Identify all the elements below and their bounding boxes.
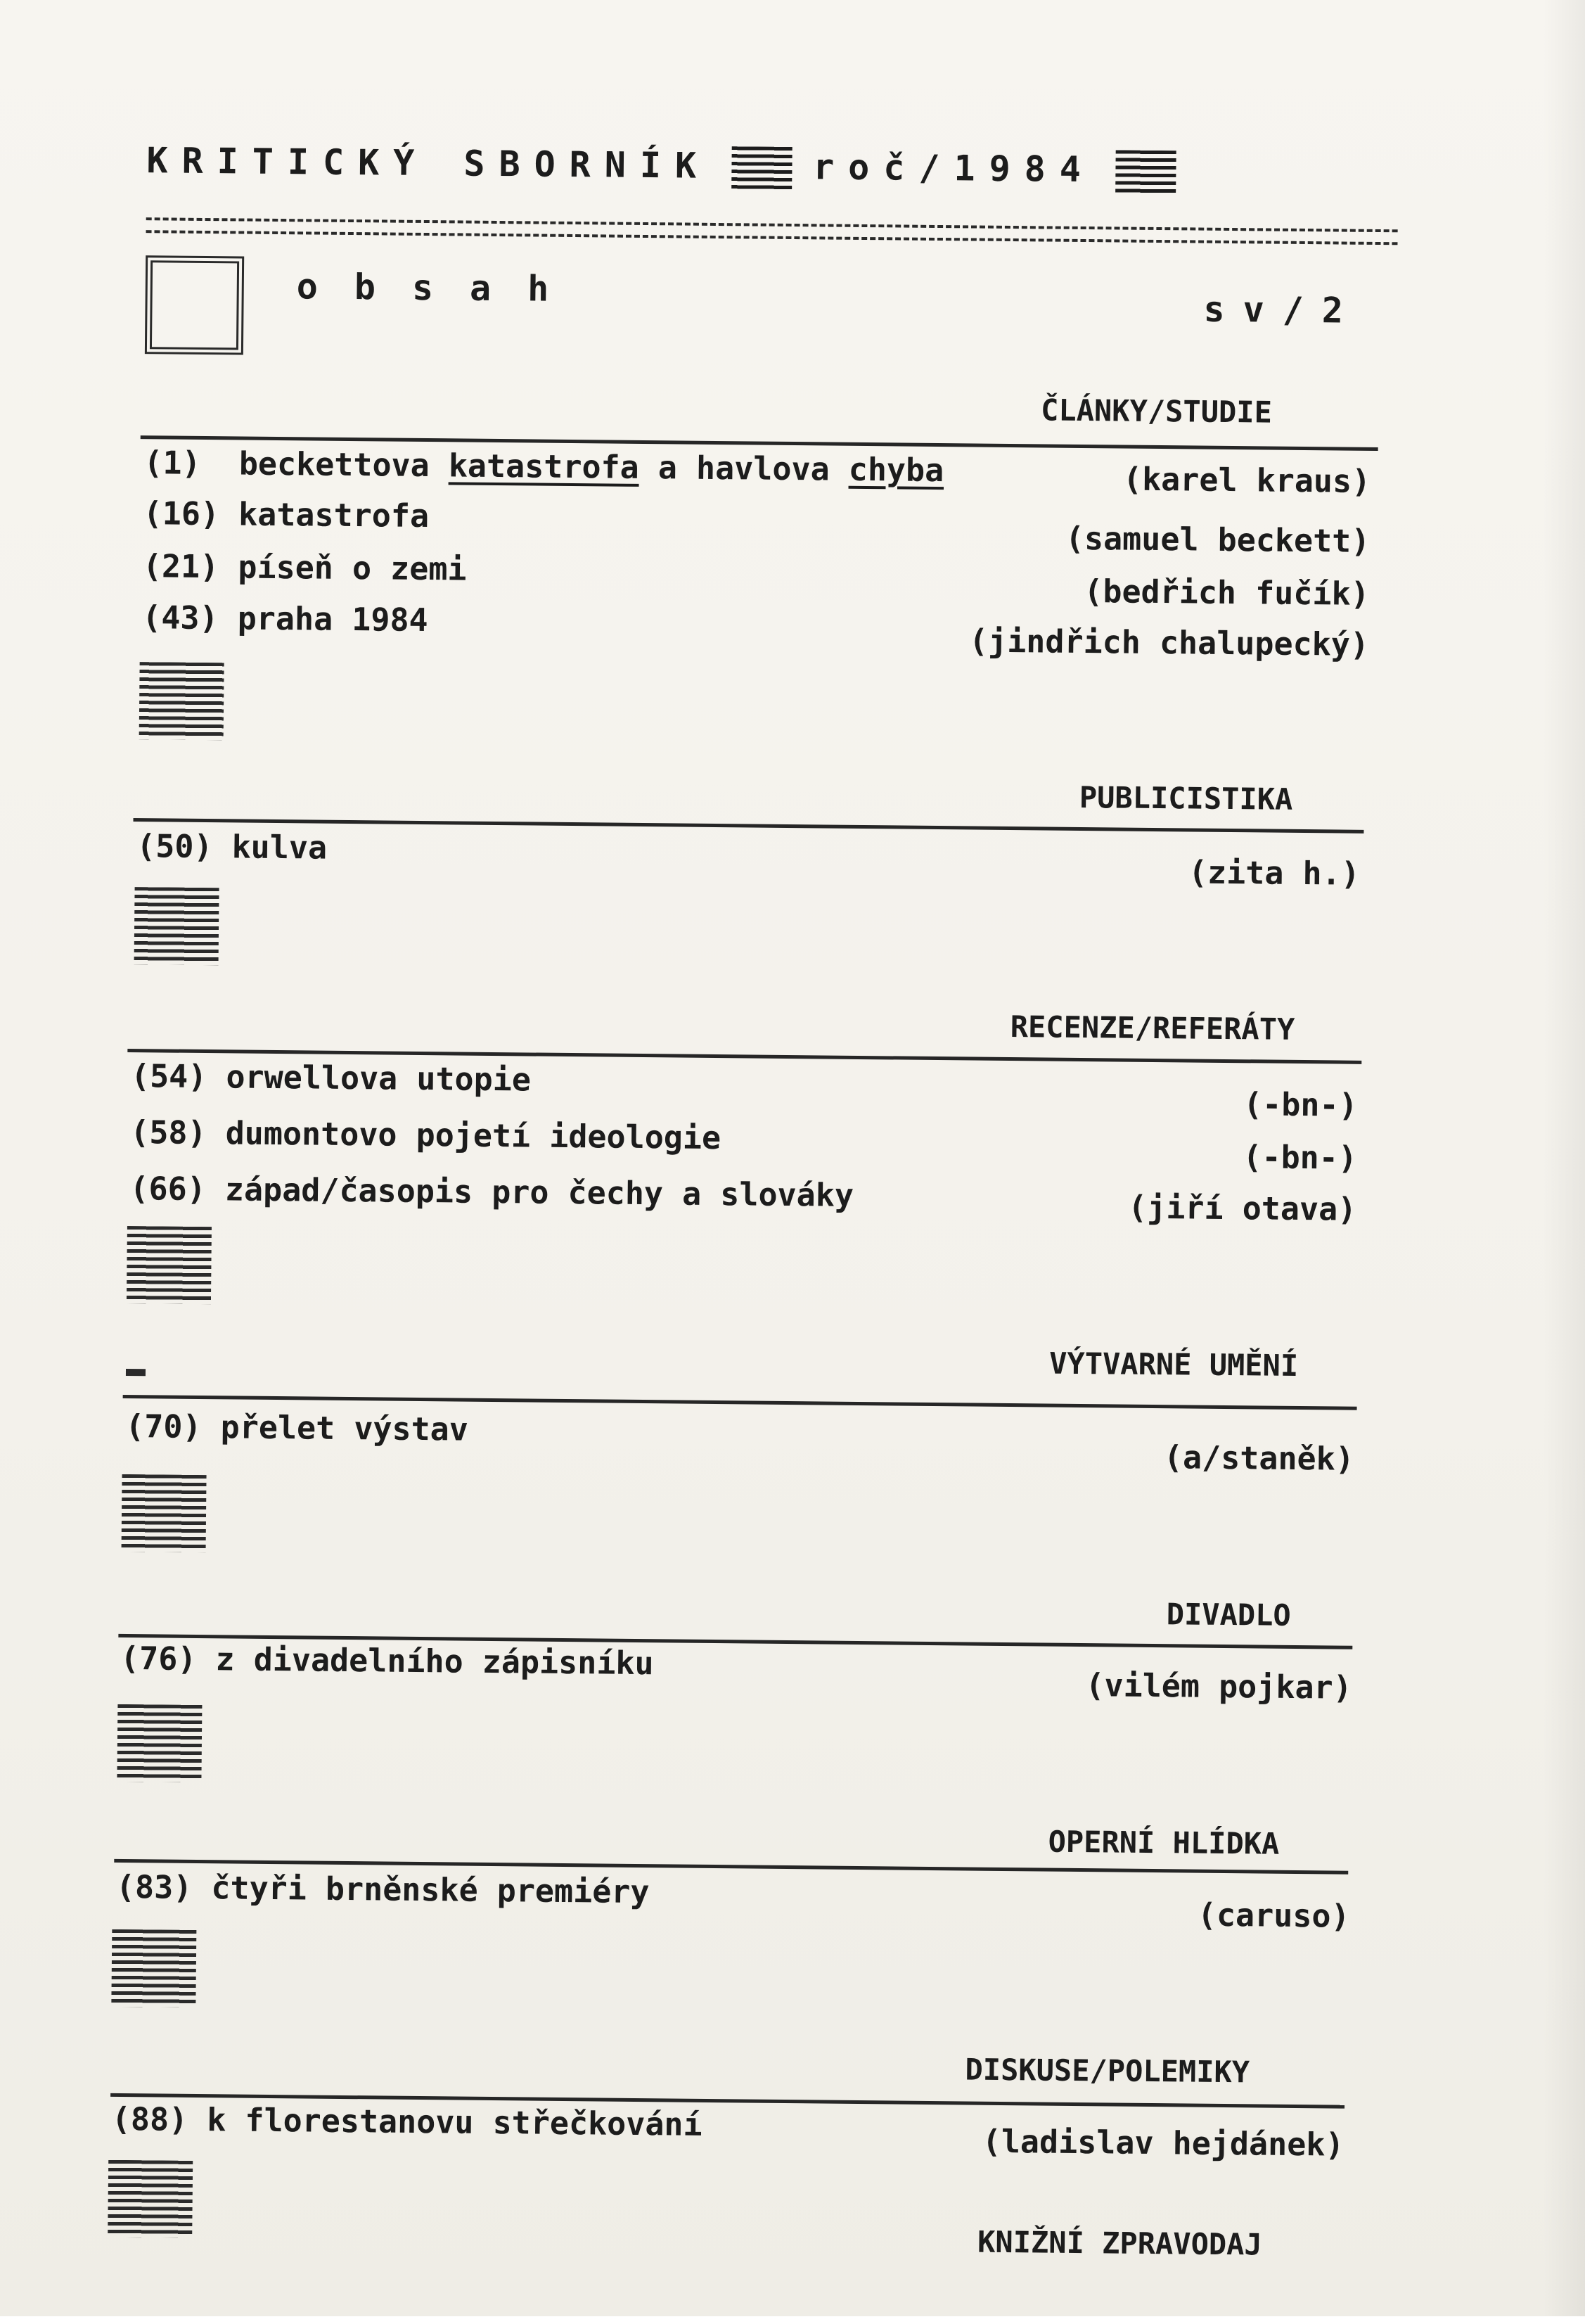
section-title: RECENZE/REFERÁTY (1010, 1009, 1295, 1047)
entry-page: (54) (130, 1057, 207, 1096)
entry-author: (jiří otava) (1127, 1188, 1357, 1228)
entry-title: západ/časopis pro čechy a slováky (224, 1170, 854, 1214)
hatch-block (122, 1474, 207, 1552)
toc-entry (129, 1170, 854, 1214)
entry-page: (83) (115, 1868, 193, 1906)
box-ornament (145, 255, 244, 355)
entry-title: katastrofa (238, 495, 430, 535)
entry-title (239, 445, 944, 489)
entry-title-underlined: chyba (848, 450, 944, 490)
entry-page: (43) (142, 599, 219, 637)
toc-entry (131, 1057, 531, 1098)
hatch-block (139, 662, 224, 740)
masthead-double-rule (146, 217, 1398, 245)
hatch-block (127, 1226, 212, 1304)
entry-page: (88) (111, 2100, 188, 2138)
section-title: DISKUSE/POLEMIKY (965, 2052, 1250, 2090)
entry-author: (caruso) (1197, 1896, 1350, 1935)
entry-author: (ladislav hejdánek) (982, 2122, 1345, 2164)
section-title: OPERNÍ HLÍDKA (1048, 1824, 1280, 1861)
entry-page: (50) (136, 827, 213, 866)
entry-author: (bedřich fučík) (1084, 573, 1370, 613)
hatch-block (117, 1704, 202, 1782)
entry-page: (1) (143, 444, 201, 482)
toc-entry (130, 1113, 721, 1156)
entry-title-part: a havlova (639, 448, 849, 488)
entry-title: dumontovo pojetí ideologie (225, 1114, 721, 1157)
entry-title: kulva (231, 828, 328, 867)
entry-title: praha 1984 (237, 599, 428, 639)
entry-title-underlined: katastrofa (448, 447, 640, 486)
toc-entry (125, 1407, 468, 1448)
entry-author: (a/staněk) (1163, 1438, 1355, 1478)
toc-entry (112, 2100, 702, 2143)
entry-author: (samuel beckett) (1065, 519, 1371, 560)
entry-author: (-bn-) (1243, 1138, 1358, 1177)
toc-entry (143, 547, 467, 587)
section-title: ČLÁNKY/STUDIE (1040, 392, 1273, 430)
typed-dash (126, 1369, 146, 1376)
entry-author: (-bn-) (1243, 1085, 1358, 1124)
volume-label: sv/2 (1203, 288, 1362, 331)
entry-author: (vilém pojkar) (1085, 1666, 1353, 1706)
entry-page: (16) (143, 494, 220, 533)
toc-entry (116, 1868, 650, 1910)
section-title: DIVADLO (1166, 1597, 1291, 1633)
toc-entry (120, 1640, 654, 1682)
entry-title: píseň o zemi (238, 548, 467, 588)
entry-page: (21) (142, 547, 219, 586)
masthead (146, 140, 1198, 196)
year-label: roč/1984 (812, 146, 1096, 191)
entry-title: přelet výstav (220, 1408, 469, 1448)
entry-page: (76) (120, 1639, 197, 1678)
entry-title-part: beckettova (238, 445, 449, 485)
entry-author: (jindřich chalupecký) (968, 622, 1370, 663)
section-rule (123, 1395, 1357, 1410)
toc-entry (143, 494, 429, 535)
entry-title: z divadelního zápisníku (215, 1640, 654, 1683)
section-title: KNIŽNÍ ZPRAVODAJ (977, 2224, 1262, 2262)
entry-title: čtyři brněnské premiéry (211, 1869, 650, 1911)
section-title: PUBLICISTIKA (1079, 779, 1293, 817)
entry-author: (karel kraus) (1122, 460, 1371, 500)
toc-entry (136, 827, 327, 867)
entry-author: (zita h.) (1188, 853, 1361, 893)
hatch-ornament (1116, 150, 1177, 196)
hatch-ornament (731, 146, 792, 192)
toc-entry (142, 599, 428, 639)
hatch-block (134, 887, 219, 965)
hatch-block (108, 2160, 193, 2238)
entry-page: (58) (129, 1113, 207, 1152)
entry-title: orwellova utopie (226, 1058, 532, 1099)
contents-heading: obsah (296, 266, 586, 310)
toc-entry (143, 444, 944, 489)
section-title: VÝTVARNÉ UMĚNÍ (1048, 1346, 1299, 1383)
hatch-block (111, 1929, 196, 2007)
entry-title: k florestanovu střečkování (206, 2101, 702, 2143)
journal-title: KRITICKÝ SBORNÍK (146, 140, 711, 186)
entry-page: (70) (124, 1407, 202, 1446)
entry-page: (66) (129, 1170, 207, 1208)
